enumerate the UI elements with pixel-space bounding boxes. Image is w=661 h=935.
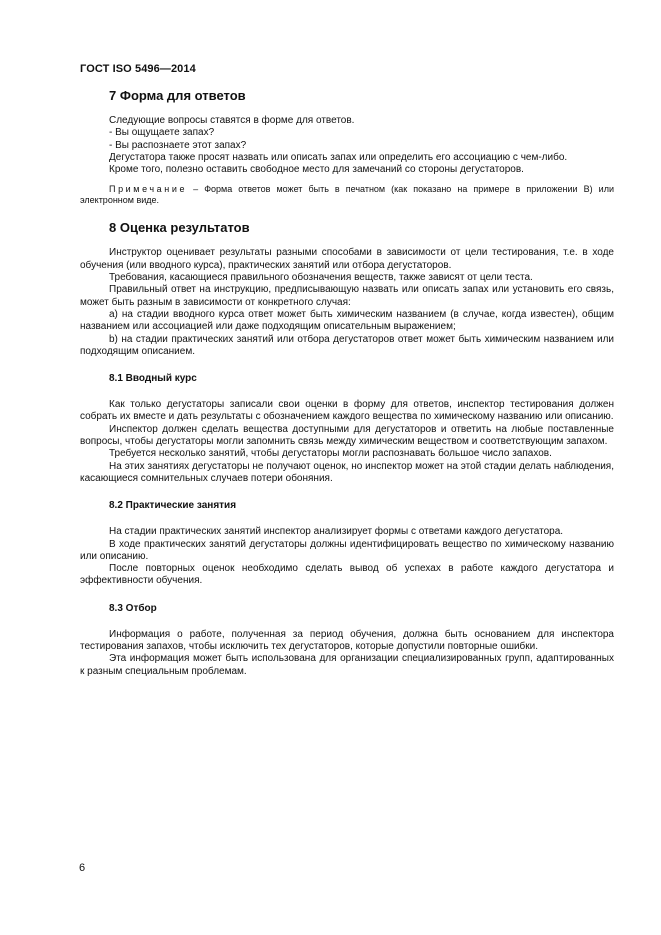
document-body	[80, 88, 614, 678]
subsection-8-2-paragraph: После повторных оценок необходимо сделать вывод об успехах в работе каждого дегустатора и эффективности обучения.	[80, 563, 614, 587]
subsection-8-3-title: 8.3 Отбор	[109, 602, 157, 614]
section-7-question: - Вы распознаете этот запах?	[109, 139, 247, 151]
subsection-8-1-paragraph: На этих занятиях дегустаторы не получают оценок, но инспектор может на этой стадии делать наблюдения, касающиеся сомнительных случаев потери обоняния.	[80, 460, 614, 484]
section-8-paragraph: Правильный ответ на инструкцию, предписывающую назвать или описать запах или установить его связь, может быть разным в зависимости от конкретного случая:	[80, 284, 614, 308]
section-7-paragraph: Следующие вопросы ставятся в форме для ответов.	[109, 115, 355, 126]
subsection-8-1-paragraph: Требуется несколько занятий, чтобы дегустаторы могли распознавать большое число запахов.	[109, 448, 552, 460]
section-7-paragraph: Дегустатора также просят назвать или описать запах или определить его ассоциацию с чем-либо.	[109, 151, 568, 163]
section-8-list-item: a) на стадии вводного курса ответ может быть химическим названием (в случае, когда известен), общим названием или ассоциацией или даже подходящим описательным выражением;	[80, 308, 614, 333]
subsection-8-3-paragraph: Информация о работе, полученная за период обучения, должна быть основанием для инспектора тестирования запахов, чтобы исключить тех дегустаторов, которые допустили повторные ошибки.	[80, 628, 614, 653]
page-number: 6	[79, 862, 86, 874]
subsection-8-2-paragraph: На стадии практических занятий инспектор анализирует формы с ответами каждого дегустатора.	[109, 526, 564, 538]
subsection-8-3-paragraph: Эта информация может быть использована для организации специализированных групп, адаптированных к разным специальным проблемам.	[80, 653, 614, 677]
section-8-paragraph: Требования, касающиеся правильного обозначения веществ, также зависят от цели теста.	[109, 272, 533, 284]
note-text: – Форма ответов может быть в печатном (как показано на примере в приложении В) или электронном виде.	[80, 184, 614, 206]
note-label: Примечание	[109, 184, 188, 195]
subsection-8-2-paragraph: В ходе практических занятий дегустаторы должны идентифицировать вещество по химическому названию или описанию.	[80, 538, 614, 562]
section-7-note	[80, 184, 614, 206]
subsection-8-1-title: 8.1 Вводный курс	[109, 373, 197, 385]
section-8-paragraph: Инструктор оценивает результаты разными способами в зависимости от цели тестирования, т.е. в ходе обучения (или вводного курса), практических занятий или отбора дегустаторов.	[80, 247, 614, 271]
section-7-title: 7 Форма для ответов	[109, 88, 246, 103]
section-7-paragraph: Кроме того, полезно оставить свободное место для замечаний со стороны дегустаторов.	[109, 164, 524, 176]
subsection-8-1-paragraph: Инспектор должен сделать вещества доступными для дегустаторов и ответить на любые поставленные вопросы, чтобы дегустаторы могли запомнить связь между химическим веществом и соответствующим запахом.	[80, 423, 614, 448]
document-header: ГОСТ ISO 5496—2014	[80, 63, 196, 75]
subsection-8-2-title: 8.2 Практические занятия	[109, 500, 237, 512]
section-8-title: 8 Оценка результатов	[109, 220, 250, 236]
section-8-list-item: b) на стадии практических занятий или отбора дегустаторов ответ может быть химическим названием или подходящим описанием.	[80, 333, 614, 357]
subsection-8-1-paragraph: Как только дегустаторы записали свои оценки в форму для ответов, инспектор тестирования должен собрать их вместе и дать результаты с обозначением каждого вещества по химическому названию или описанию.	[80, 399, 614, 423]
section-7-question: - Вы ощущаете запах?	[109, 127, 215, 139]
